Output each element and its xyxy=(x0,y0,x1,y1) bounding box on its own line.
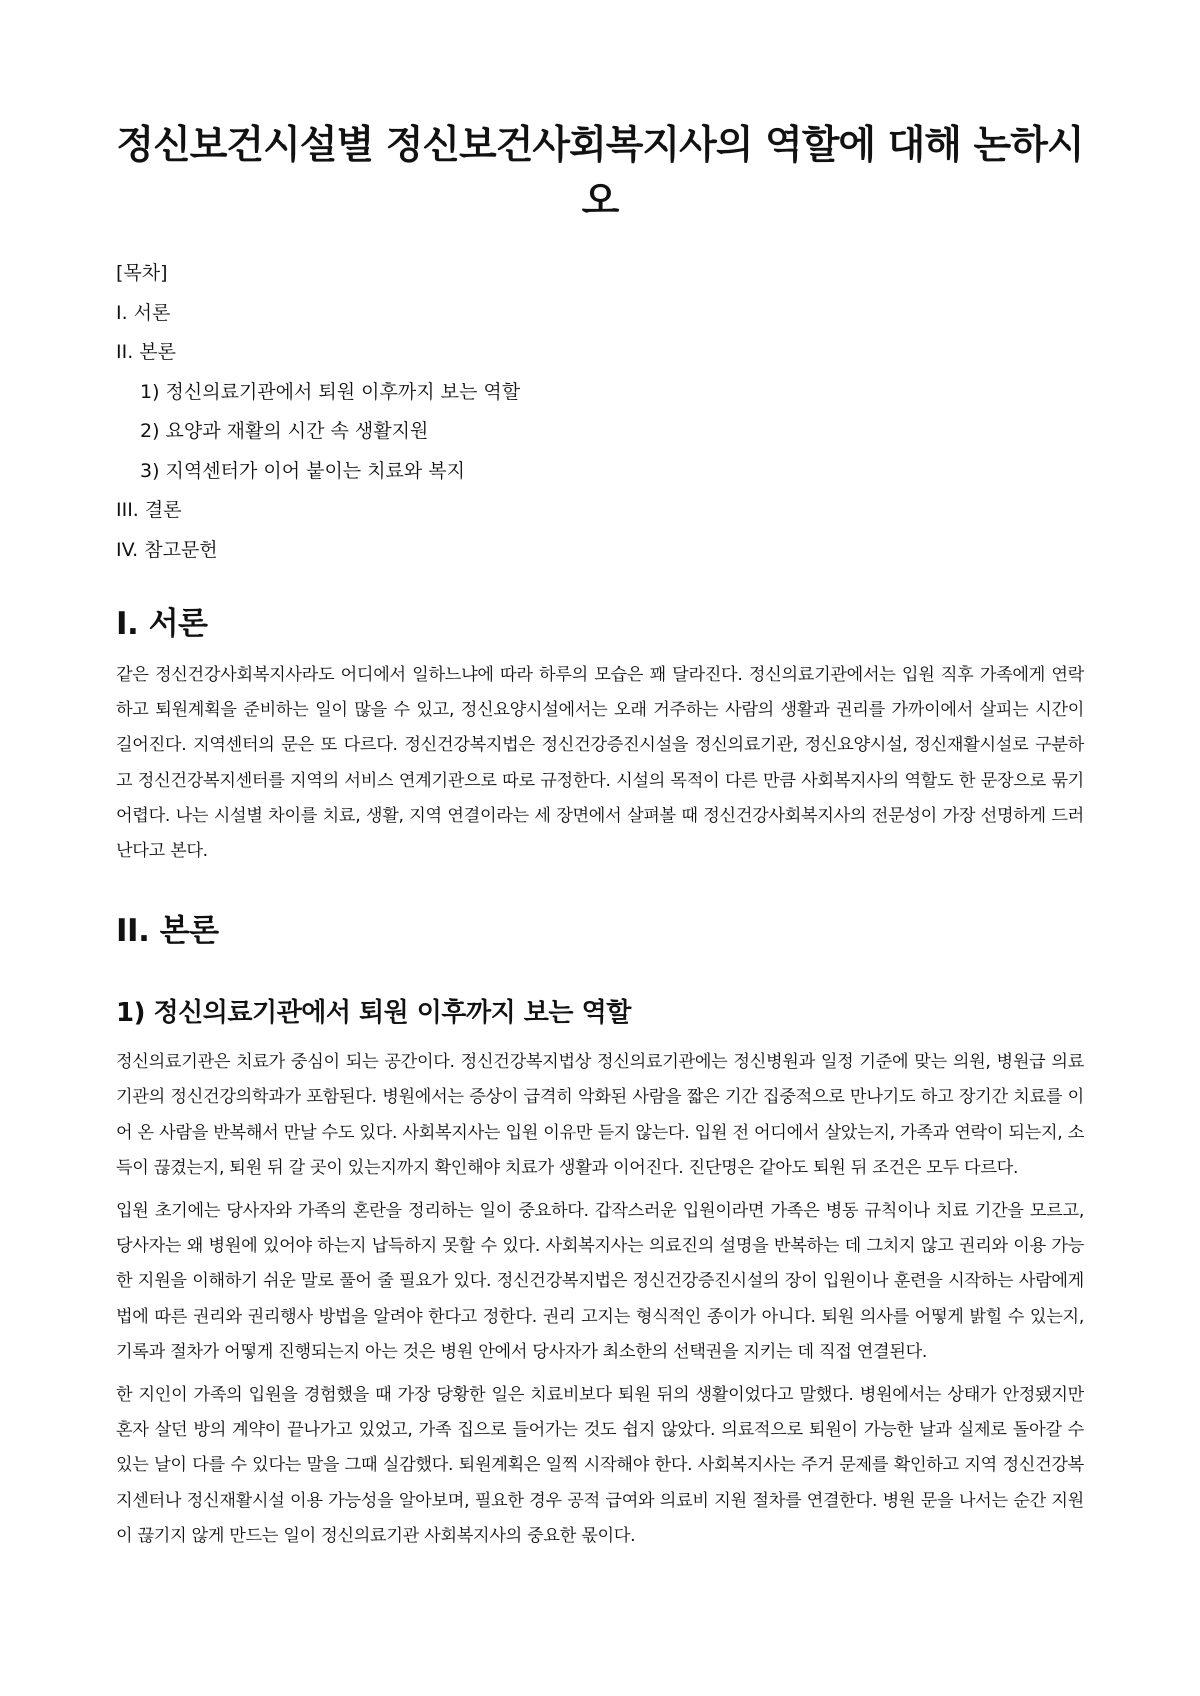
body-paragraph: 입원 초기에는 당사자와 가족의 혼란을 정리하는 일이 중요하다. 갑작스러운 입원이라면 가족은 병동 규칙이나 치료 기간을 모르고, 당사자는 왜 병원에 있어야 하는지 납득하지 못할 수 있다. 사회복지사는 의료진의 설명을 반복하는 데 그치지 않고 권리와 이용 가능한 지원을 이해하기 쉬운 말로 풀어 줄 필요가 있다. 정신건강복지법은 정신건강증진시설의 장이 입원이나 훈련을 시작하는 사람에게 법에 따른 권리와 권리행사 방법을 알려야 한다고 정한다. 권리 고지는 형식적인 종이가 아니다. 퇴원 의사를 어떻게 밝힐 수 있는지, 기록과 절차가 어떻게 진행되는지 아는 것은 병원 안에서 당사자가 최소한의 선택권을 지키는 데 직접 연결된다. xyxy=(116,1201,1084,1362)
toc-item-body-sub1: 1) 정신의료기관에서 퇴원 이후까지 보는 역할 xyxy=(140,380,521,403)
body-paragraph: 한 지인이 가족의 입원을 경험했을 때 가장 당황한 일은 치료비보다 퇴원 뒤의 생활이었다고 말했다. 병원에서는 상태가 안정됐지만 혼자 살던 방의 계약이 끝나가고 있었고, 가족 집으로 들어가는 것도 쉽지 않았다. 의료적으로 퇴원이 가능한 날과 실제로 돌아갈 수 있는 날이 다를 수 있다는 말을 그때 실감했다. 퇴원계획은 일찍 시작해야 한다. 사회복지사는 주거 문제를 확인하고 지역 정신건강복지센터나 정신재활시설 이용 가능성을 알아보며, 필요한 경우 공적 급여와 의료비 지원 절차를 연결한다. 병원 문을 나서는 순간 지원이 끊기지 않게 만드는 일이 정신의료기관 사회복지사의 중요한 몫이다. xyxy=(116,1385,1084,1546)
toc-item-body-sub3: 3) 지역센터가 이어 붙이는 치료와 복지 xyxy=(140,459,466,482)
toc-item-intro: I. 서론 xyxy=(116,301,171,324)
toc-heading: [목차] xyxy=(116,262,168,284)
toc-item-references: IV. 참고문헌 xyxy=(116,538,218,561)
section-heading-intro: I. 서론 xyxy=(116,606,208,642)
body-paragraph: 정신의료기관은 치료가 중심이 되는 공간이다. 정신건강복지법상 정신의료기관에는 정신병원과 일정 기준에 맞는 의원, 병원급 의료기관의 정신건강의학과가 포함된다. 병원에서는 증상이 급격히 악화된 사람을 짧은 기간 집중적으로 만나기도 하고 장기간 치료를 이어 온 사람을 반복해서 만날 수도 있다. 사회복지사는 입원 이유만 듣지 않는다. 입원 전 어디에서 살았는지, 가족과 연락이 되는지, 소득이 끊겼는지, 퇴원 뒤 갈 곳이 있는지까지 확인해야 치료가 생활과 이어진다. 진단명은 같아도 퇴원 뒤 조건은 모두 다르다. xyxy=(116,1052,1084,1178)
subsection-heading-1: 1) 정신의료기관에서 퇴원 이후까지 보는 역할 xyxy=(116,998,631,1029)
toc-item-body: II. 본론 xyxy=(116,341,176,363)
toc-item-body-sub2: 2) 요양과 재활의 시간 속 생활지원 xyxy=(140,420,429,442)
toc-item-conclusion: III. 결론 xyxy=(116,499,182,521)
section-heading-body: II. 본론 xyxy=(116,913,219,950)
table-of-contents xyxy=(116,254,1084,570)
intro-paragraph: 같은 정신건강사회복지사라도 어디에서 일하느냐에 따라 하루의 모습은 꽤 달라진다. 정신의료기관에서는 입원 직후 가족에게 연락하고 퇴원계획을 준비하는 일이 많을 수 있고, 정신요양시설에서는 오래 거주하는 사람의 생활과 권리를 가까이에서 살피는 시간이 길어진다. 지역센터의 문은 또 다르다. 정신건강복지법은 정신건강증진시설을 정신의료기관, 정신요양시설, 정신재활시설로 구분하고 정신건강복지센터를 지역의 서비스 연계기관으로 따로 규정한다. 시설의 목적이 다른 만큼 사회복지사의 역할도 한 문장으로 묶기 어렵다. 나는 시설별 차이를 치료, 생활, 지역 연결이라는 세 장면에서 살펴볼 때 정신건강사회복지사의 전문성이 가장 선명하게 드러난다고 본다. xyxy=(116,665,1084,862)
document-title: 정신보건시설별 정신보건사회복지사의 역할에 대해 논하시오 xyxy=(116,123,1084,224)
